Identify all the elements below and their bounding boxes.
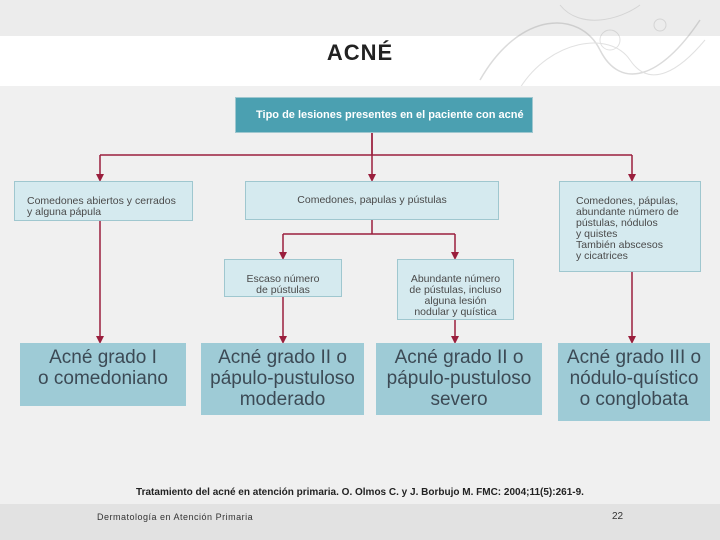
lesion-type-header: Tipo de lesiones presentes en el paciente con acné	[235, 97, 533, 133]
lesions-center-text: Comedones, papulas y pústulas	[297, 194, 447, 206]
few-pustules-text: Escaso número de pústulas	[246, 273, 320, 296]
grade-3-nodulocystic: Acné grado III o nódulo-quístico o conglobata	[558, 343, 710, 421]
many-pustules-text: Abundante número de pústulas, incluso alguna lesión nodular y quística	[409, 273, 502, 318]
grade-2-severe: Acné grado II o pápulo-pustuloso severo	[376, 343, 542, 415]
lesions-box-center	[245, 181, 499, 220]
few-pustules-box	[224, 259, 342, 297]
many-pustules-box	[397, 259, 514, 320]
footer-text: Dermatología en Atención Primaria	[97, 512, 254, 522]
grade-2-moderate: Acné grado II o pápulo-pustuloso moderado	[201, 343, 364, 415]
lesions-box-left	[14, 181, 193, 221]
lesions-right-text: Comedones, pápulas, abundante número de pústulas, nódulos y quistes También abscesos y cicatrices	[576, 195, 679, 262]
citation: Tratamiento del acné en atención primaria. O. Olmos C. y J. Borbujo M. FMC: 2004;11(5):261-9.	[136, 487, 584, 498]
grade-1-comedonal: Acné grado I o comedoniano	[20, 343, 186, 406]
page-number: 22	[612, 511, 624, 522]
lesions-box-right	[559, 181, 701, 272]
lesions-left-text: Comedones abiertos y cerrados y alguna pápula	[27, 195, 176, 218]
page-title: ACNÉ	[326, 40, 394, 65]
footer-bar	[0, 504, 720, 540]
